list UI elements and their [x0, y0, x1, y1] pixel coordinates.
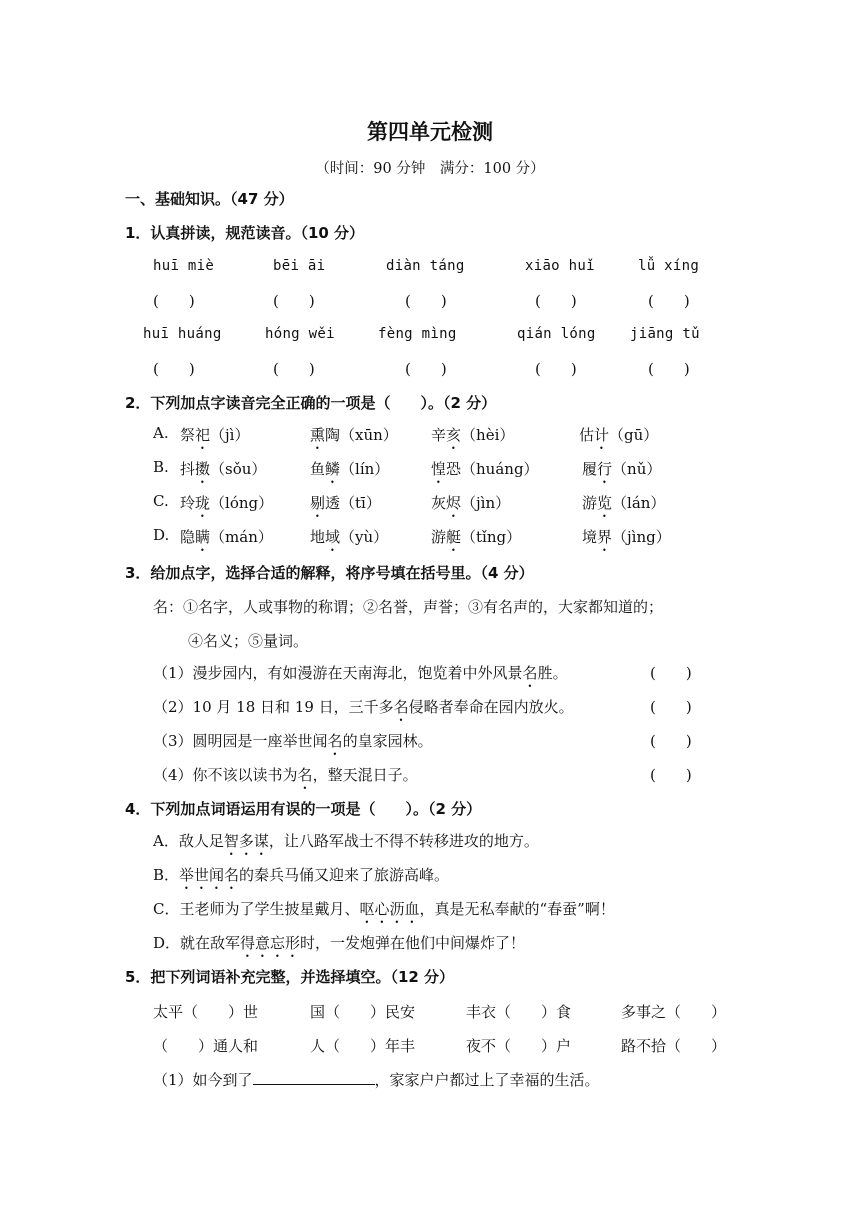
answer-blank[interactable]: ( )	[535, 292, 577, 310]
idiom-fill[interactable]: 人（ ）年丰	[310, 1037, 416, 1055]
answer-blank[interactable]: ( )	[405, 360, 447, 378]
idiom-fill[interactable]: 多事之（ ）	[621, 1003, 727, 1021]
answer-blank[interactable]: ( )	[273, 292, 315, 310]
option-item: 惶恐（huáng）	[431, 460, 539, 478]
idiom-fill[interactable]: 太平（ ）世	[153, 1003, 259, 1021]
option-item: 灰烬（jìn）	[431, 494, 511, 512]
option-letter: B.	[153, 458, 169, 476]
pinyin-item: diàn táng	[386, 258, 465, 274]
option-item: 鱼鳞（lín）	[310, 460, 390, 478]
answer-blank[interactable]: ( )	[153, 360, 195, 378]
option-item: 境界（jìng）	[582, 528, 671, 546]
definition-line: ④名义；⑤量词。	[188, 632, 309, 650]
option-item: 熏陶（xūn）	[310, 426, 398, 444]
answer-blank[interactable]: ( )	[405, 292, 447, 310]
option-item: 抖擞（sǒu）	[180, 460, 267, 478]
page-title: 第四单元检测	[367, 120, 493, 144]
option-item: 履行（nǔ）	[582, 460, 662, 478]
answer-blank[interactable]: ( )	[153, 292, 195, 310]
q4-option-d[interactable]: D．就在敌军得意忘形时，一发炮弹在他们中间爆炸了！	[153, 934, 526, 952]
q4-option-a[interactable]: A．敌人足智多谋，让八路军战士不得不转移进攻的地方。	[153, 832, 539, 850]
q3-item: （2）10 月 18 日和 19 日，三千多名侵略者奉命在园内放火。	[153, 698, 574, 716]
pinyin-item: huī huáng	[143, 326, 222, 342]
pinyin-item: hóng wěi	[265, 326, 335, 342]
answer-blank[interactable]: ( )	[650, 698, 692, 716]
pinyin-item: qián lóng	[517, 326, 596, 342]
q3-item: （1）漫步园内，有如漫游在天南海北，饱览着中外风景名胜。	[153, 664, 568, 682]
answer-blank[interactable]: ( )	[650, 766, 692, 784]
option-item: 游艇（tǐng）	[431, 528, 522, 546]
definition-line: 名：①名字，人或事物的称谓；②名誉，声誉；③有名声的，大家都知道的；	[153, 598, 664, 616]
question-5-heading: 5．把下列词语补充完整，并选择填空。（12 分）	[125, 968, 455, 986]
q4-option-c[interactable]: C．王老师为了学生披星戴月、呕心沥血，真是无私奉献的“春蚕”啊！	[153, 900, 615, 918]
option-item: 游览（lán）	[582, 494, 666, 512]
answer-blank[interactable]: ( )	[273, 360, 315, 378]
section-heading: 一、基础知识。（47 分）	[125, 190, 294, 208]
exam-info: （时间：90 分钟 满分：100 分）	[315, 161, 545, 177]
answer-blank[interactable]: ( )	[650, 732, 692, 750]
pinyin-item: bēi āi	[273, 258, 326, 274]
option-letter: C.	[153, 492, 169, 510]
answer-blank[interactable]: ( )	[648, 292, 690, 310]
idiom-fill[interactable]: 路不拾（ ）	[621, 1037, 727, 1055]
pinyin-item: jiāng tǔ	[630, 326, 700, 342]
question-1-heading: 1．认真拼读，规范读音。（10 分）	[125, 224, 365, 242]
idiom-fill[interactable]: 夜不（ ）户	[466, 1037, 572, 1055]
option-item: 辛亥（hèi）	[431, 426, 515, 444]
option-item: 祭祀（jì）	[180, 426, 250, 444]
idiom-fill[interactable]: （ ）通人和	[153, 1037, 259, 1055]
q5-sentence-1: （1）如今到了 ，家家户户都过上了幸福的生活。	[153, 1071, 600, 1089]
option-item: 估计（gū）	[579, 426, 659, 444]
fill-in-line[interactable]	[253, 1070, 375, 1085]
pinyin-item: fèng mìng	[378, 326, 457, 342]
answer-blank[interactable]: ( )	[535, 360, 577, 378]
question-2-heading: 2．下列加点字读音完全正确的一项是（ ）。（2 分）	[125, 394, 497, 412]
q4-option-b[interactable]: B．举世闻名的秦兵马俑又迎来了旅游高峰。	[153, 866, 450, 884]
option-letter: D.	[153, 526, 170, 544]
question-3-heading: 3．给加点字，选择合适的解释，将序号填在括号里。（4 分）	[125, 564, 534, 582]
answer-blank[interactable]: ( )	[648, 360, 690, 378]
option-letter: A.	[153, 424, 169, 442]
option-item: 隐瞒（mán）	[180, 528, 273, 546]
q3-item: （3）圆明园是一座举世闻名的皇家园林。	[153, 732, 433, 750]
option-item: 剔透（tī）	[310, 494, 381, 512]
option-item: 地域（yù）	[310, 528, 389, 546]
pinyin-item: huī miè	[153, 258, 215, 274]
question-4-heading: 4．下列加点词语运用有误的一项是（ ）。（2 分）	[125, 800, 482, 818]
q3-item: （4）你不该以读书为名，整天混日子。	[153, 766, 418, 784]
option-item: 玲珑（lóng）	[180, 494, 274, 512]
idiom-fill[interactable]: 丰衣（ ）食	[466, 1003, 572, 1021]
answer-blank[interactable]: ( )	[650, 664, 692, 682]
pinyin-item: xiāo huǐ	[525, 258, 595, 274]
pinyin-item: lǚ xíng	[638, 258, 700, 274]
idiom-fill[interactable]: 国（ ）民安	[310, 1003, 416, 1021]
